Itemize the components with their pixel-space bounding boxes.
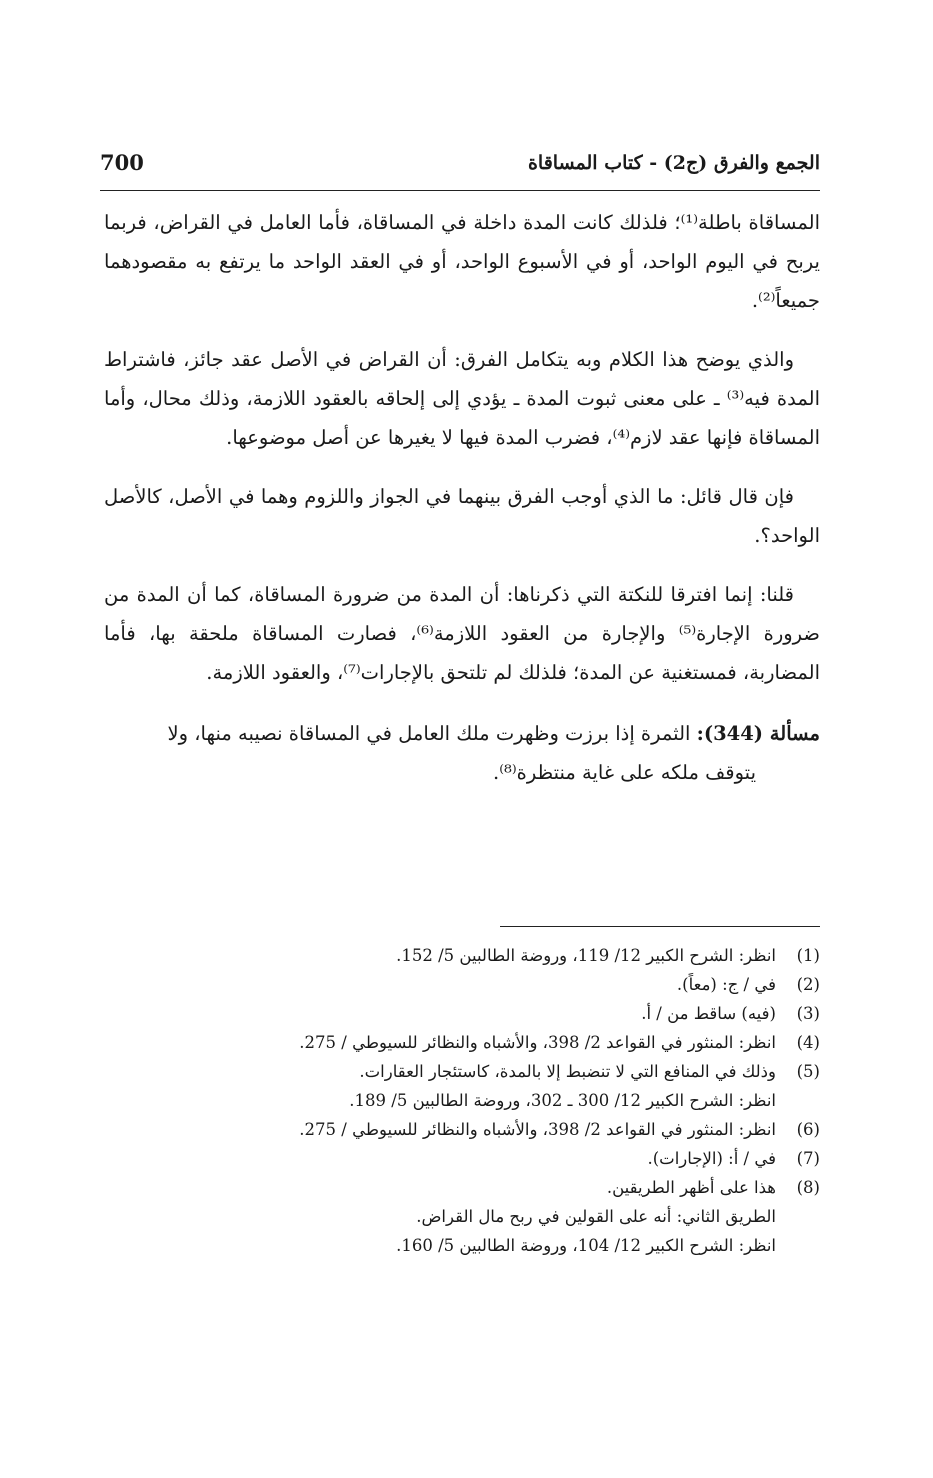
- footnote-text: وذلك في المنافع التي لا تنضبط إلا بالمدة، كاستئجار العقارات.: [359, 1062, 776, 1081]
- footnote-number: (5): [796, 1062, 820, 1081]
- footnote-text: في / ج: (معاً).: [676, 975, 776, 994]
- footnote-text: (فيه) ساقط من / أ.: [641, 1004, 776, 1023]
- running-header: [100, 150, 820, 186]
- footnote-separator: [500, 926, 820, 927]
- footnote-4: [170, 1028, 820, 1057]
- footnote-number: (2): [796, 975, 820, 994]
- masala-344: [104, 714, 820, 792]
- masala-text-line2: يتوقف ملكه على غاية منتظرة⁽⁸⁾.: [493, 761, 756, 784]
- footnote-number: (6): [796, 1120, 820, 1139]
- footnote-number: (3): [796, 1004, 820, 1023]
- footnote-text: انظر: الشرح الكبير 12/ 104، وروضة الطالبين 5/ 160.: [396, 1236, 776, 1255]
- footnote-5: [170, 1057, 820, 1115]
- header-title: الجمع والفرق (ج2) - كتاب المساقاة: [527, 152, 820, 174]
- footnote-7: [170, 1144, 820, 1173]
- footnote-number: (4): [796, 1033, 820, 1052]
- page-number: 700: [100, 150, 144, 175]
- footnote-3: [170, 999, 820, 1028]
- footnotes: [170, 941, 820, 1260]
- footnote-number: (7): [796, 1149, 820, 1168]
- paragraph-4: قلنا: إنما افترقا للنكتة التي ذكرناها: أن المدة من ضرورة المساقاة، كما أن المدة من ضرورة الإجارة⁽⁵⁾ والإجارة من العقود اللازمة⁽⁶⁾، فصارت المساقاة ملحقة بها، فأما المضاربة، فمستغنية عن المدة؛ فلذلك لم تلتحق بالإجارات⁽⁷⁾، والعقود اللازمة.: [104, 583, 820, 684]
- footnote-number: (8): [796, 1178, 820, 1197]
- footnote-number: (1): [796, 946, 820, 965]
- footnote-text: انظر: الشرح الكبير 12/ 119، وروضة الطالبين 5/ 152.: [396, 946, 776, 965]
- footnote-text: هذا على أظهر الطريقين.: [606, 1178, 776, 1197]
- masala-label: مسألة (344):: [696, 722, 820, 745]
- masala-text-line1: الثمرة إذا برزت وظهرت ملك العامل في المساقاة نصيبه منها، ولا: [167, 722, 697, 745]
- footnote-8: [170, 1173, 820, 1260]
- main-text: [104, 203, 820, 812]
- footnote-text: الطريق الثاني: أنه على القولين في ربح مال القراض.: [416, 1207, 776, 1226]
- paragraph-1: المساقاة باطلة⁽¹⁾؛ فلذلك كانت المدة داخلة في المساقاة، فأما العامل في القراض، فربما يربح في اليوم الواحد، أو في الأسبوع الواحد، أو في العقد الواحد ما يرتفع به مقصودهما جميعاً⁽²⁾.: [104, 211, 820, 312]
- footnote-text: انظر: المنثور في القواعد 2/ 398، والأشباه والنظائر للسيوطي / 275.: [299, 1120, 776, 1139]
- footnote-2: [170, 970, 820, 999]
- paragraph-2: والذي يوضح هذا الكلام وبه يتكامل الفرق: أن القراض في الأصل عقد جائز، فاشتراط المدة فيه⁽³⁾ ـ على معنى ثبوت المدة ـ يؤدي إلى إلحاقه بالعقود اللازمة، وذلك محال، وأما المساقاة فإنها عقد لازم⁽⁴⁾، فضرب المدة فيها لا يغيرها عن أصل موضوعها.: [104, 348, 820, 449]
- paragraph-3: فإن قال قائل: ما الذي أوجب الفرق بينهما في الجواز واللزوم وهما في الأصل، كالأصل الواحد؟.: [104, 485, 820, 547]
- footnote-text: انظر: المنثور في القواعد 2/ 398، والأشباه والنظائر للسيوطي / 275.: [299, 1033, 776, 1052]
- footnote-text: انظر: الشرح الكبير 12/ 300 ـ 302، وروضة الطالبين 5/ 189.: [349, 1091, 776, 1110]
- header-rule: [100, 190, 820, 191]
- footnote-6: [170, 1115, 820, 1144]
- footnote-text: في / أ: (الإجارات).: [647, 1149, 776, 1168]
- footnote-1: [170, 941, 820, 970]
